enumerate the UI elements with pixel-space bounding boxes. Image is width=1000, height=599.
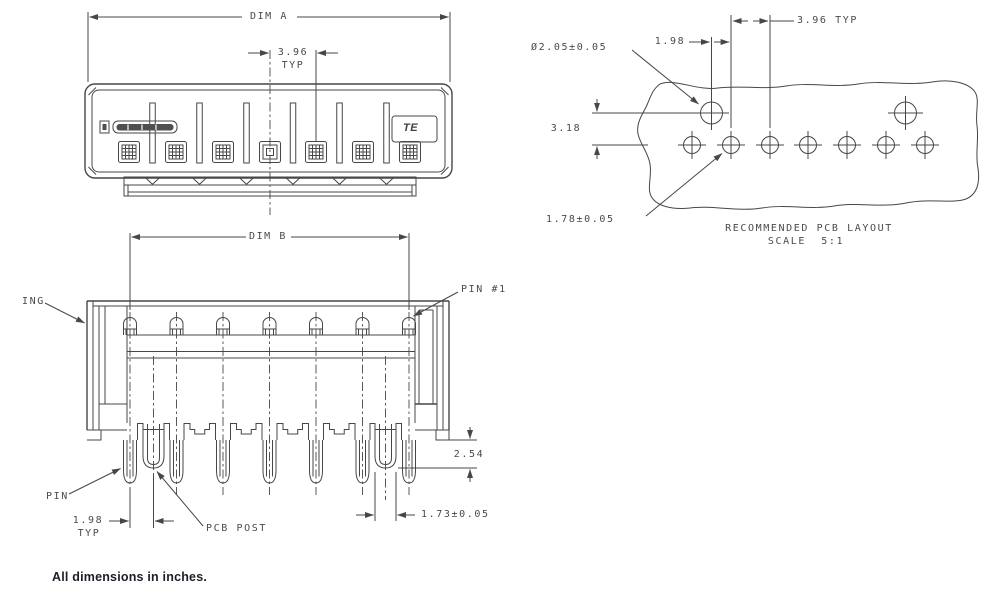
post-hole-dia-label: Ø2.05±0.05 (531, 42, 608, 53)
pin1-label: PIN #1 (461, 284, 507, 295)
te-logo: TE (403, 122, 419, 134)
polarization-slots (150, 103, 390, 163)
post-length-dim: 2.54 (453, 449, 485, 460)
side-half-pitch-qualifier: TYP (77, 528, 101, 539)
front-pitch-qualifier: TYP (281, 60, 305, 71)
housing-band (127, 335, 415, 358)
front-pitch-value: 3.96 (277, 47, 309, 58)
dim-a-label: DIM A (249, 11, 289, 22)
dimensions-footnote: All dimensions in inches. (52, 570, 208, 584)
side-view-drawing (45, 233, 477, 528)
pcb-half-pitch-label: 1.98 (654, 36, 686, 47)
side-half-pitch-value: 1.98 (72, 515, 104, 526)
pcb-post-label: PCB POST (206, 523, 267, 534)
contact-pads (119, 142, 421, 163)
pin-holes (678, 131, 939, 159)
pcb-layout-scale: SCALE 5:1 (767, 236, 845, 247)
pcb-layout-drawing (592, 15, 979, 216)
dim-b-label: DIM B (248, 231, 288, 242)
post-width-dim: 1.73±0.05 (421, 509, 490, 520)
pin-label: PIN (46, 491, 69, 502)
connector-front-outline (85, 84, 452, 178)
pcb-layout-title: RECOMMENDED PCB LAYOUT (725, 223, 893, 234)
pin-hole-dia-label: 1.78±0.05 (546, 214, 615, 225)
housing-outline (87, 301, 449, 440)
part-marking (100, 121, 177, 133)
post-holes (701, 37, 924, 130)
housing-label: ING (22, 296, 45, 307)
front-view-drawing (85, 12, 452, 215)
centerlines (130, 312, 409, 500)
pcb-pitch-label: 3.96 TYP (797, 15, 858, 26)
row-spacing-label: 3.18 (550, 123, 582, 134)
